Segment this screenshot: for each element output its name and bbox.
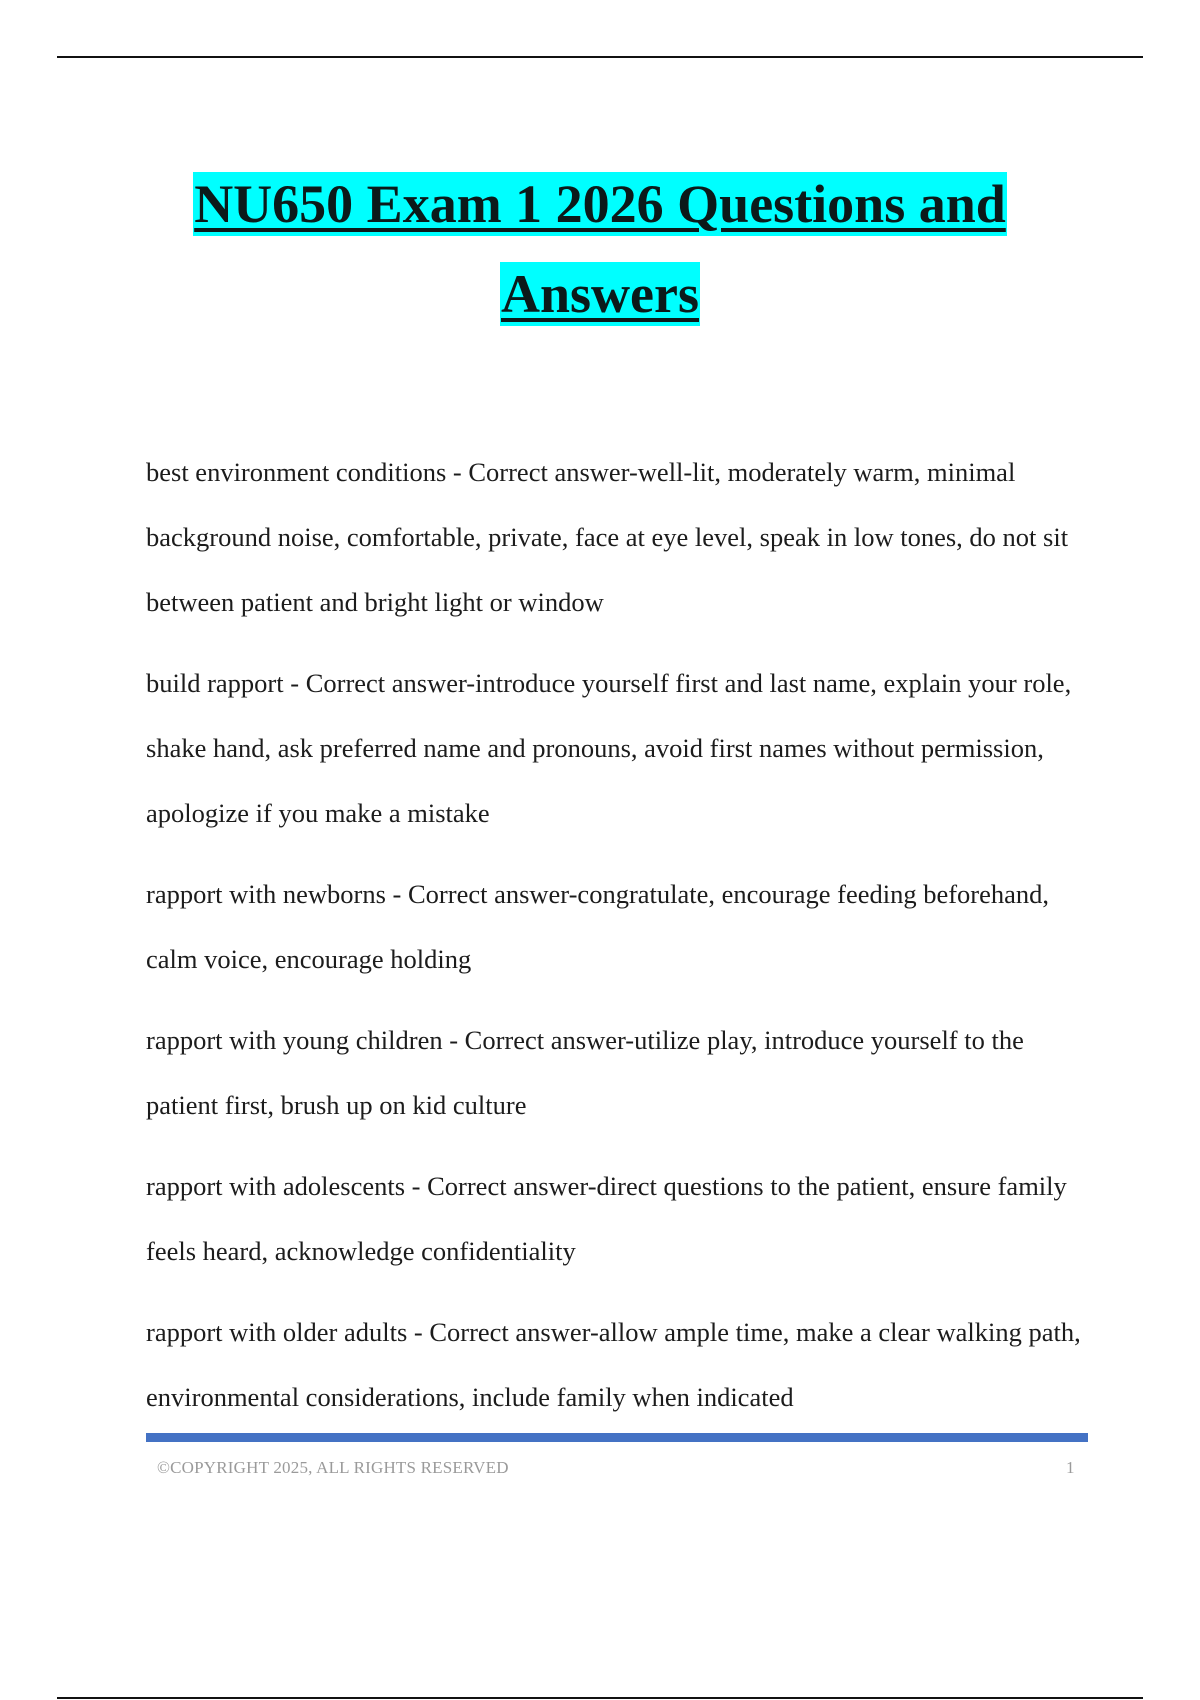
document-title [0, 172, 1200, 326]
qa-item: rapport with young children - Correct answer-utilize play, introduce yourself to the patient first, brush up on kid culture [146, 1025, 1024, 1120]
footer-copyright: ©COPYRIGHT 2025, ALL RIGHTS RESERVED [157, 1458, 509, 1477]
footer-bar [146, 1433, 1088, 1442]
qa-list [146, 440, 1091, 1446]
title-line-1: NU650 Exam 1 2026 Questions and [194, 174, 1006, 234]
qa-item: rapport with newborns - Correct answer-congratulate, encourage feeding beforehand, calm voice, encourage holding [146, 879, 1050, 974]
qa-item: rapport with adolescents - Correct answer-direct questions to the patient, ensure family feels heard, acknowledge confidentiality [146, 1171, 1067, 1266]
qa-item: rapport with older adults - Correct answer-allow ample time, make a clear walking path, environmental considerations, include family when indicated [146, 1317, 1081, 1412]
page-number: 1 [1066, 1458, 1075, 1477]
top-divider [57, 56, 1143, 58]
qa-item: build rapport - Correct answer-introduce yourself first and last name, explain your role, shake hand, ask preferred name and pronouns, avoid first names without permission, apologize if you make a mistake [146, 668, 1072, 828]
qa-item: best environment conditions - Correct answer-well-lit, moderately warm, minimal background noise, comfortable, private, face at eye level, speak in low tones, do not sit between patient and bright light or window [146, 457, 1069, 617]
bottom-divider [57, 1697, 1143, 1699]
title-line-2: Answers [501, 264, 699, 324]
